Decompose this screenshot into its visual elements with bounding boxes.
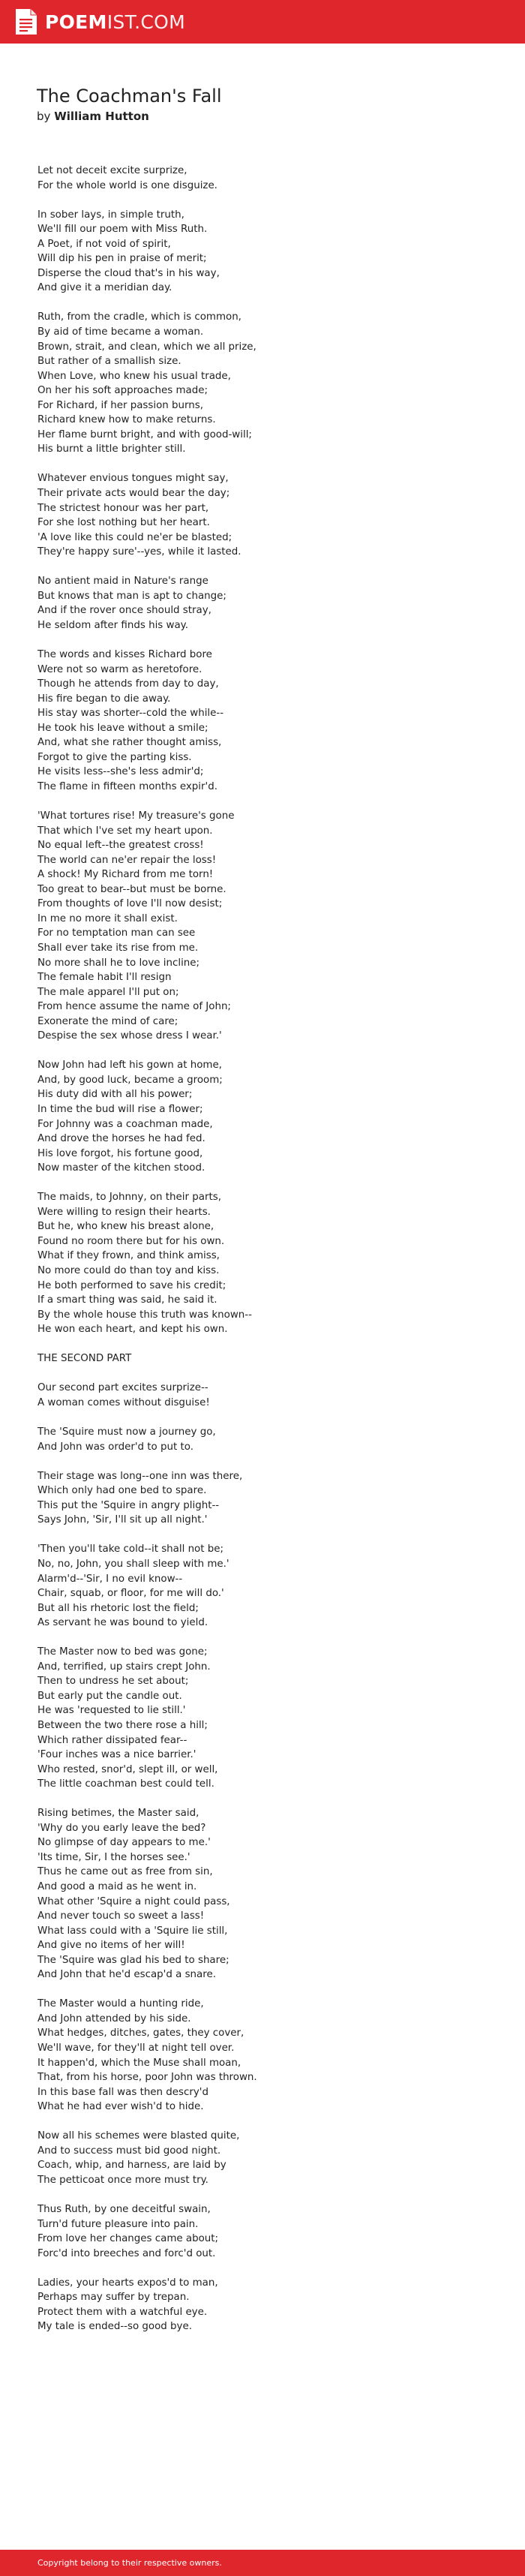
poem-line: What he had ever wish'd to hide. — [38, 2101, 204, 2113]
poem-line: Says John, 'Sir, I'll sit up all night.' — [38, 1514, 208, 1526]
poem-header — [37, 84, 487, 125]
poem-line: Protect them with a watchful eye. — [38, 2306, 208, 2318]
poem-line: Thus Ruth, by one deceitful swain, — [38, 2204, 211, 2216]
poem-line: Chair, squab, or floor, for me will do.' — [38, 1588, 224, 1600]
poem-line: And good a maid as he went in. — [38, 1880, 197, 1892]
poem-line: Were willing to resign their hearts. — [38, 1206, 211, 1218]
poem-line: The maids, to Johnny, on their parts, — [38, 1192, 221, 1204]
poem-line: On her his soft approaches made; — [38, 385, 208, 397]
site-logo[interactable] — [13, 8, 185, 36]
poem-line: And give no items of her will! — [38, 1940, 185, 1952]
poem-line: Forgot to give the parting kiss. — [38, 751, 192, 763]
poem-line: Coach, whip, and harness, are laid by — [38, 2160, 226, 2172]
poem-line: The flame in fifteen months expir'd. — [38, 780, 218, 792]
poem-line: And drove the horses he had fed. — [38, 1133, 206, 1145]
poem-line: The words and kisses Richard bore — [38, 649, 212, 661]
poem-line: Now all his schemes were blasted quite, — [38, 2130, 240, 2142]
stanza — [38, 2202, 488, 2261]
poem-line: Were not so warm as heretofore. — [38, 663, 202, 675]
poem-line: But all his rhetoric lost the field; — [38, 1602, 199, 1614]
poem-line: From hence assume the name of John; — [38, 1001, 231, 1013]
poem-line: The strictest honour was her part, — [38, 502, 209, 514]
poem-line: What other 'Squire a night could pass, — [38, 1895, 230, 1907]
poem-line: My tale is ended--so good bye. — [38, 2321, 192, 2333]
poem-line: 'A love like this could ne'er be blasted; — [38, 531, 232, 543]
poem-line: But rather of a smallish size. — [38, 356, 182, 368]
poem-line: What hedges, ditches, gates, they cover, — [38, 2027, 244, 2039]
poem-line: But early put the candle out. — [38, 1690, 182, 1702]
poem-line: It happen'd, which the Muse shall moan, — [38, 2057, 242, 2069]
poem-line: The 'Squire must now a journey go, — [38, 1426, 216, 1438]
poem-line: 'Why do you early leave the bed? — [38, 1822, 206, 1834]
poem-line: No, no, John, you shall sleep with me.' — [38, 1558, 230, 1570]
poem-line: The Master would a hunting ride, — [38, 1998, 204, 2010]
poem-line: What if they frown, and think amiss, — [38, 1250, 220, 1262]
poem-line: And, by good luck, became a groom; — [38, 1074, 223, 1086]
poem-line: Despise the sex whose dress I wear.' — [38, 1030, 222, 1042]
poem-line: He both performed to save his credit; — [38, 1279, 226, 1291]
poem-line: In time the bud will rise a flower; — [38, 1104, 203, 1115]
poem-line: This put the 'Squire in angry plight-- — [38, 1499, 220, 1511]
poem-line: For no temptation man can see — [38, 927, 196, 939]
poem-line: Their stage was long--one inn was there, — [38, 1470, 243, 1482]
poem-title: The Coachman's Fall — [37, 86, 222, 107]
poem-line: His love forgot, his fortune good, — [38, 1147, 203, 1159]
stanza — [38, 648, 488, 794]
byline-prefix: by — [37, 110, 51, 123]
poem-line: Disperse the cloud that's in his way, — [38, 267, 220, 279]
stanza — [38, 1542, 488, 1630]
poem-line: And John attended by his side. — [38, 2012, 191, 2024]
poem-line: In sober lays, in simple truth, — [38, 209, 184, 221]
stanza — [38, 1806, 488, 1982]
poem-line: That, from his horse, poor John was thrown. — [38, 2072, 257, 2084]
poem-line: For the whole world is one disguize. — [38, 179, 218, 191]
logo-text-bold: POEM — [45, 11, 107, 33]
poem-byline — [37, 108, 487, 125]
poem-line: A shock! My Richard from me torn! — [38, 869, 214, 881]
poem-line: And never touch so sweet a lass! — [38, 1910, 205, 1922]
poem-line: No more could do than toy and kiss. — [38, 1265, 220, 1277]
poem-line: Ladies, your hearts expos'd to man, — [38, 2277, 218, 2289]
poem-line: We'll fill our poem with Miss Ruth. — [38, 224, 208, 236]
poem-line: No more shall he to love incline; — [38, 957, 200, 969]
poem-line: The little coachman best could tell. — [38, 1778, 214, 1790]
poem-line: And, terrified, up stairs crept John. — [38, 1661, 211, 1673]
poem-line: Ruth, from the cradle, which is common, — [38, 311, 242, 323]
poem-line: No equal left--the greatest cross! — [38, 840, 204, 852]
footer-bar — [0, 2550, 525, 2576]
poem-line: His stay was shorter--cold the while-- — [38, 708, 224, 720]
poem-line: Will dip his pen in praise of merit; — [38, 253, 207, 265]
poem-line: Whatever envious tongues might say, — [38, 473, 229, 485]
poem-line: No antient maid in Nature's range — [38, 576, 208, 588]
poem-line: By aid of time became a woman. — [38, 326, 204, 338]
poem-line: He visits less--she's less admir'd; — [38, 766, 204, 778]
poem-line: His duty did with all his power; — [38, 1089, 193, 1101]
poem-line: And, what she rather thought amiss, — [38, 737, 222, 749]
poem-line: Brown, strait, and clean, which we all prize, — [38, 341, 256, 353]
stanza — [38, 310, 488, 456]
poem-line: Then to undress he set about; — [38, 1676, 189, 1688]
stanza — [38, 1425, 488, 1454]
poem-line: No glimpse of day appears to me.' — [38, 1837, 211, 1849]
poem-line: From thoughts of love I'll now desist; — [38, 898, 223, 910]
stanza — [38, 809, 488, 1044]
poem-line: A Poet, if not void of spirit, — [38, 238, 171, 250]
stanza — [38, 208, 488, 296]
stanza — [38, 1645, 488, 1791]
poem-line: He seldom after finds his way. — [38, 619, 188, 631]
top-banner — [0, 0, 525, 44]
logo-text-light: IST.COM — [106, 11, 186, 33]
poem-line: Now John had left his gown at home, — [38, 1060, 222, 1072]
poem-line: Their private acts would bear the day; — [38, 488, 230, 500]
poem-line: His fire began to die away. — [38, 693, 171, 705]
poem-line: Though he attends from day to day, — [38, 678, 219, 690]
poem-line: Who rested, snor'd, slept ill, or well, — [38, 1763, 218, 1775]
poem-body — [38, 164, 488, 2349]
poem-line: A woman comes without disguise! — [38, 1396, 210, 1408]
stanza — [38, 1469, 488, 1528]
poem-line: Our second part excites surprize-- — [38, 1382, 208, 1394]
poem-line: And if the rover once should stray, — [38, 605, 212, 617]
poem-line: Between the two there rose a hill; — [38, 1719, 208, 1731]
poem-line: Let not deceit excite surprize, — [38, 165, 188, 176]
poem-line: For Richard, if her passion burns, — [38, 399, 204, 411]
stanza — [38, 2129, 488, 2187]
poem-line: But knows that man is apt to change; — [38, 590, 226, 602]
poem-line: What lass could with a 'Squire lie still, — [38, 1925, 228, 1937]
poem-line: But he, who knew his breast alone, — [38, 1221, 214, 1233]
site-logo-text — [45, 13, 185, 32]
poem-line: If a smart thing was said, he said it. — [38, 1294, 218, 1306]
poem-line: Shall ever take its rise from me. — [38, 942, 199, 954]
stanza — [38, 1997, 488, 2114]
poem-line: And John that he'd escap'd a snare. — [38, 1969, 216, 1981]
poem-line: The male apparel I'll put on; — [38, 986, 179, 998]
footer-copyright: Copyright belong to their respective owners. — [38, 2558, 222, 2568]
poem-line: In me no more it shall exist. — [38, 912, 178, 924]
poem-line: Her flame burnt bright, and with good-will; — [38, 428, 252, 440]
stanza — [38, 1381, 488, 1410]
poem-line: Thus he came out as free from sin, — [38, 1866, 213, 1878]
poem-line: Perhaps may suffer by trepan. — [38, 2292, 190, 2304]
poem-line: From love her changes came about; — [38, 2233, 219, 2245]
document-logo-icon — [13, 8, 40, 36]
poem-line: As servant he was bound to yield. — [38, 1617, 208, 1629]
poem-line: 'What tortures rise! My treasure's gone — [38, 810, 235, 822]
poem-line: In this base fall was then descry'd — [38, 2086, 208, 2098]
poem-line: They're happy sure'--yes, while it lasted. — [38, 546, 242, 558]
poem-line: When Love, who knew his usual trade, — [38, 370, 231, 382]
stanza — [38, 1190, 488, 1336]
poem-line: For Johnny was a coachman made, — [38, 1118, 213, 1130]
poem-line: And to success must bid good night. — [38, 2145, 221, 2157]
poem-line: Exonerate the mind of care; — [38, 1015, 178, 1027]
stanza — [38, 2276, 488, 2334]
author-link[interactable]: William Hutton — [54, 110, 149, 123]
poem-line: He won each heart, and kept his own. — [38, 1324, 228, 1336]
poem-line: Which only had one bed to spare. — [38, 1485, 207, 1497]
poem-line: 'Four inches was a nice barrier.' — [38, 1749, 196, 1761]
poem-line: For she lost nothing but her heart. — [38, 517, 210, 529]
poem-line: He was 'requested to lie still.' — [38, 1705, 186, 1717]
poem-line: The 'Squire was glad his bed to share; — [38, 1954, 230, 1966]
poem-line: Which rather dissipated fear-- — [38, 1734, 188, 1746]
poem-line: Alarm'd--'Sir, I no evil know-- — [38, 1573, 183, 1585]
poem-line: Found no room there but for his own. — [38, 1235, 225, 1247]
stanza — [38, 164, 488, 193]
part-heading: THE SECOND PART — [38, 1353, 132, 1365]
poem-line: By the whole house this truth was known-- — [38, 1309, 252, 1321]
poem-line: The world can ne'er repair the loss! — [38, 854, 217, 866]
poem-line: The petticoat once more must try. — [38, 2174, 208, 2186]
poem-line: 'Its time, Sir, I the horses see.' — [38, 1851, 190, 1863]
stanza — [38, 1058, 488, 1175]
poem-line: Too great to bear--but must be borne. — [38, 883, 226, 895]
poem-line: His burnt a little brighter still. — [38, 443, 186, 455]
poem-line: Turn'd future pleasure into pain. — [38, 2218, 199, 2230]
poem-line: 'Then you'll take cold--it shall not be; — [38, 1543, 224, 1556]
poem-line: And John was order'd to put to. — [38, 1441, 194, 1453]
poem-line: Now master of the kitchen stood. — [38, 1162, 206, 1174]
poem-line: He took his leave without a smile; — [38, 722, 208, 734]
poem-line: Rising betimes, the Master said, — [38, 1808, 200, 1820]
poem-line: The Master now to bed was gone; — [38, 1646, 208, 1658]
poem-line: We'll wave, for they'll at night tell over. — [38, 2042, 235, 2054]
poem-line: Forc'd into breeches and forc'd out. — [38, 2247, 216, 2259]
poem-line: Richard knew how to make returns. — [38, 414, 216, 426]
stanza — [38, 574, 488, 633]
poem-line: That which I've set my heart upon. — [38, 825, 213, 837]
poem-line: And give it a meridian day. — [38, 282, 172, 294]
stanza — [38, 471, 488, 559]
poem-line: The female habit I'll resign — [38, 972, 172, 984]
